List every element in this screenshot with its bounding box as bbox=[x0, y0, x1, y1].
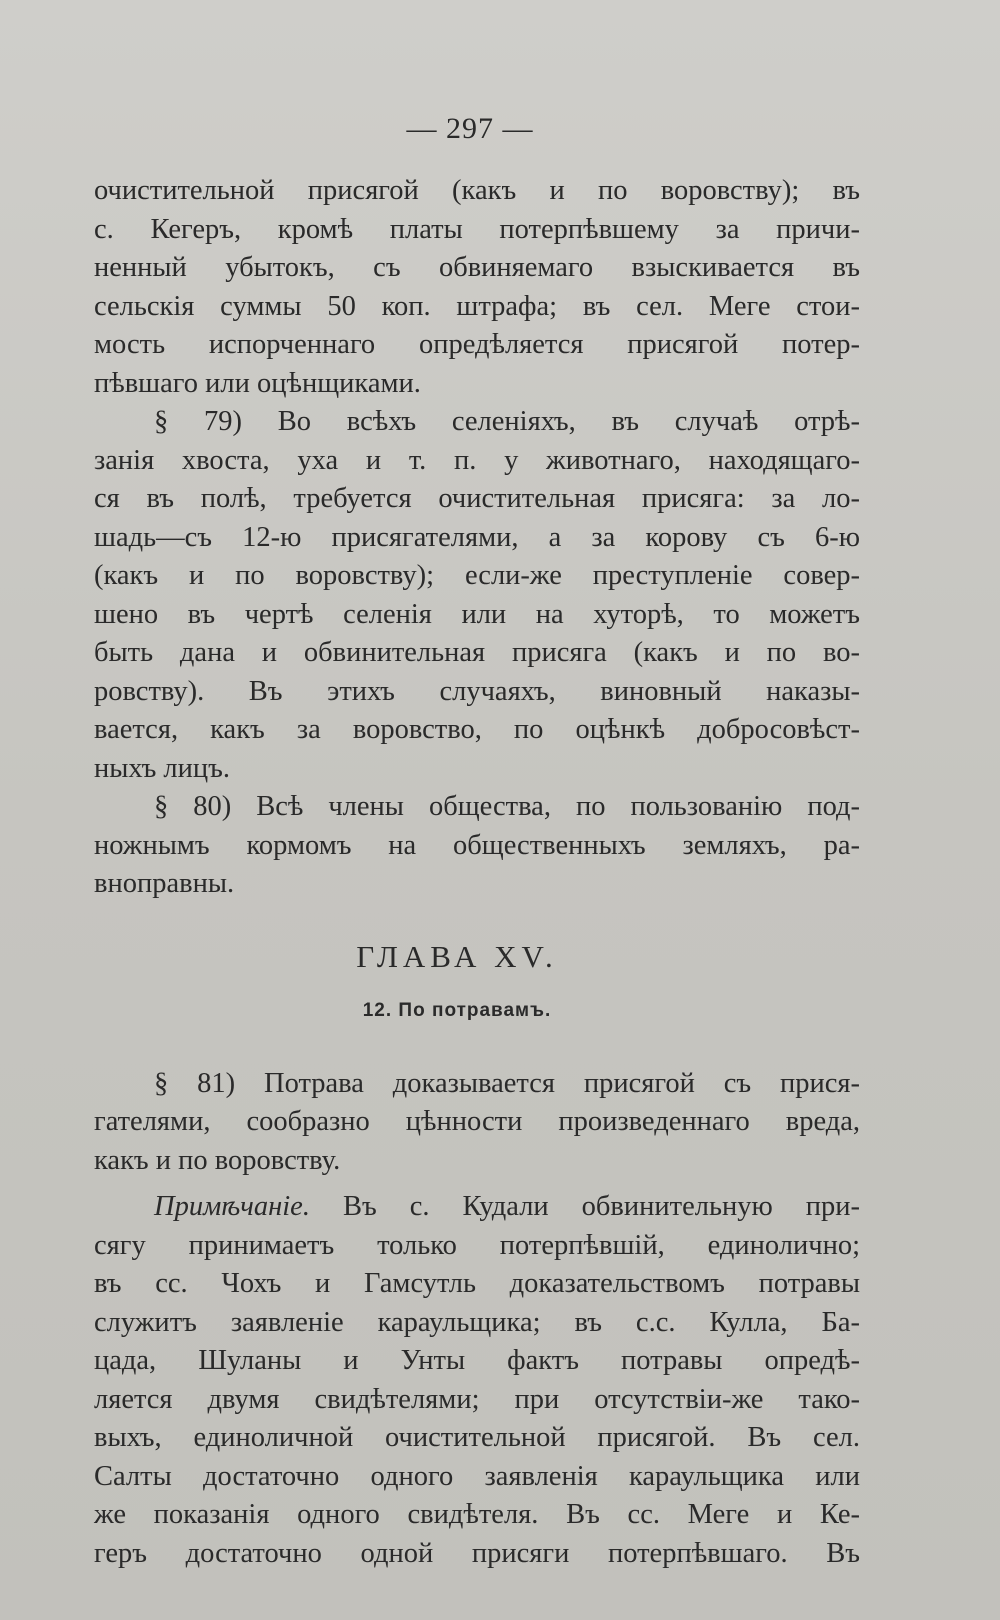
text-line: ныхъ лицъ. bbox=[94, 752, 231, 784]
section-title: 12. По потравамъ. bbox=[362, 1000, 552, 1021]
note-paragraph bbox=[94, 1188, 860, 1573]
text-line: мость испорченнаго опредѣляется присягой потер- bbox=[94, 329, 860, 360]
text-line: § 81) Потрава доказывается присягой съ прися- bbox=[154, 1067, 860, 1099]
text-line: § 79) Во всѣхъ селеніяхъ, въ случаѣ отрѣ- bbox=[154, 406, 860, 437]
text-line: § 80) Всѣ члены общества, по пользованію под- bbox=[154, 791, 860, 822]
paragraph-81 bbox=[94, 1065, 860, 1181]
text-line: ножнымъ кормомъ на общественныхъ земляхъ, ра- bbox=[94, 829, 860, 861]
paragraph-gap bbox=[94, 1180, 860, 1188]
text-line: цада, Шуланы и Унты фактъ потравы опредѣ- bbox=[94, 1345, 860, 1376]
text-line: (какъ и по воровству); если-же преступленіе совер- bbox=[94, 560, 860, 591]
text-line: сягу принимаетъ только потерпѣвшій, единолично; bbox=[94, 1229, 860, 1261]
note-label: Примѣчаніе. bbox=[154, 1191, 310, 1222]
text-line: вается, какъ за воровство, по оцѣнкѣ добросовѣст- bbox=[94, 714, 860, 745]
text-line bbox=[94, 1188, 860, 1227]
text-line: же показанія одного свидѣтеля. Въ сс. Меге и Ке- bbox=[94, 1499, 860, 1530]
text-line: ляется двумя свидѣтелями; при отсутствіи-же тако- bbox=[94, 1383, 860, 1415]
text-line: выхъ, единоличной очистительной присягой. Въ сел. bbox=[94, 1422, 860, 1453]
text-line: с. Кегеръ, кромѣ платы потерпѣвшему за причи- bbox=[94, 213, 860, 245]
text-line: служитъ заявленіе караульщика; въ с.с. Кулла, Ба- bbox=[94, 1306, 860, 1338]
text-line: гателями, сообразно цѣнности произведеннаго вреда, bbox=[94, 1106, 860, 1137]
text-line: Салты достаточно одного заявленія караульщика или bbox=[94, 1460, 860, 1492]
text-line: въ сс. Чохъ и Гамсутль доказательствомъ потравы bbox=[94, 1268, 860, 1299]
text-line: очистительной присягой (какъ и по воровству); въ bbox=[94, 175, 860, 206]
text-line: пѣвшаго или оцѣнщиками. bbox=[94, 367, 421, 399]
text-line: занія хвоста, уха и т. п. у животнаго, находящаго- bbox=[94, 444, 860, 476]
text-line: сельскія суммы 50 коп. штрафа; въ сел. Меге стои- bbox=[94, 290, 860, 322]
text-line: ся въ полѣ, требуется очистительная присяга: за ло- bbox=[94, 483, 860, 514]
text-line: ненный убытокъ, съ обвиняемаго взыскивается въ bbox=[94, 252, 860, 283]
note-first-line: Въ с. Кудали обвинительную при- bbox=[309, 1191, 860, 1222]
text-line: шадь—съ 12-ю присягателями, а за корову съ 6-ю bbox=[94, 521, 860, 553]
text-line: быть дана и обвинительная присяга (какъ и по во- bbox=[94, 637, 860, 668]
paragraph-79 bbox=[94, 403, 860, 788]
chapter-title: ГЛАВА XV. bbox=[356, 938, 558, 974]
paragraph-80 bbox=[94, 788, 860, 904]
text-line: какъ и по воровству. bbox=[94, 1144, 341, 1176]
text-line: геръ достаточно одной присяги потерпѣвшаго. Въ bbox=[94, 1537, 860, 1569]
text-line: шено въ чертѣ селенія или на хуторѣ, то можетъ bbox=[94, 598, 860, 630]
text-line: ровству). Въ этихъ случаяхъ, виновный наказы- bbox=[94, 675, 860, 707]
body-text bbox=[94, 172, 860, 1573]
page-number: — 297 — bbox=[406, 112, 534, 145]
text-line: вноправны. bbox=[94, 868, 235, 899]
paragraph-continued bbox=[94, 172, 860, 403]
